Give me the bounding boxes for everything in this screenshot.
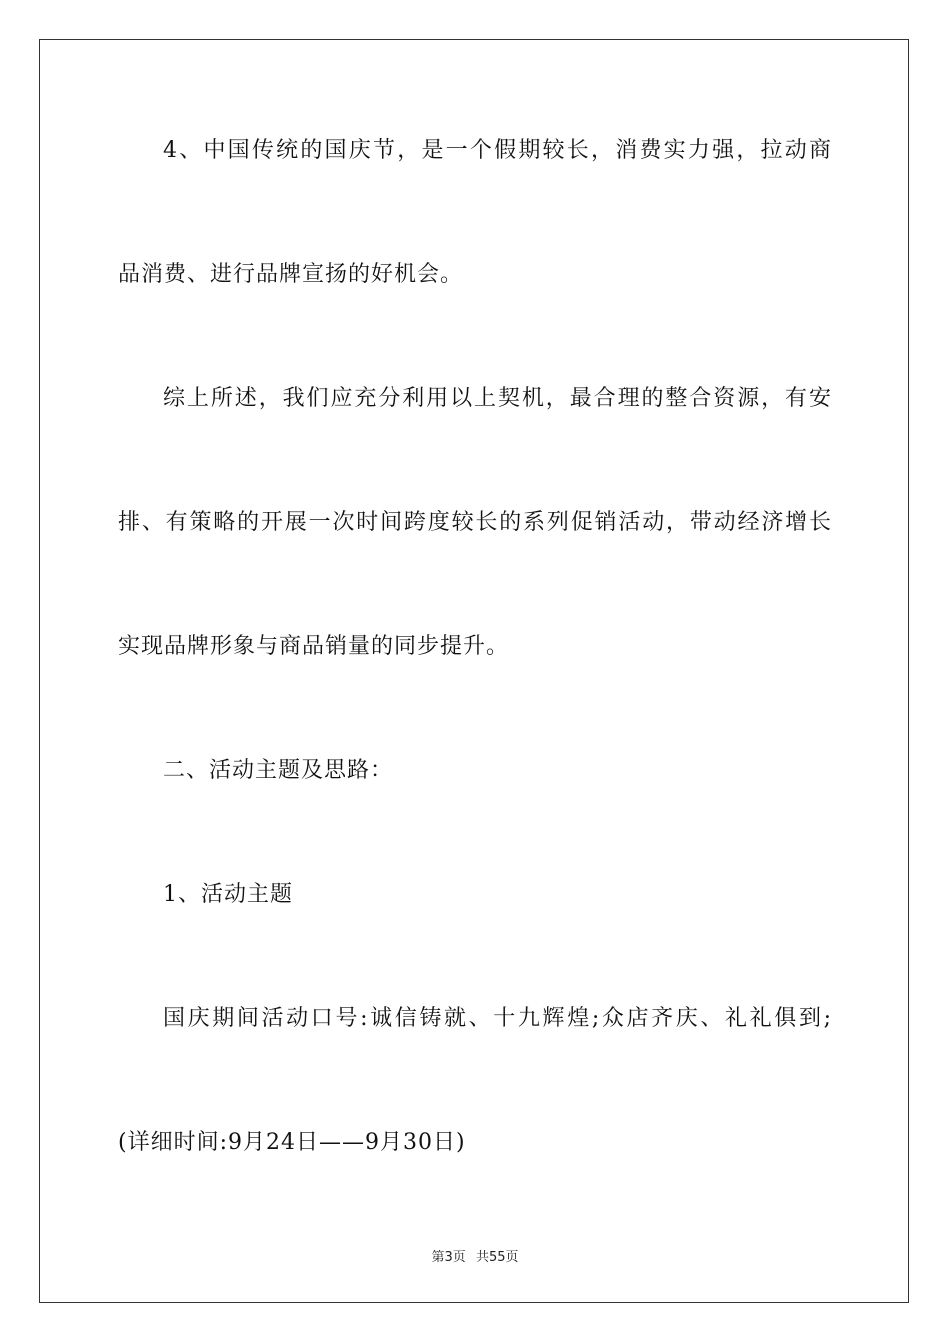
page-footer: [0, 1246, 950, 1265]
date-range-line: (详细时间:9月24日——9月30日): [118, 1130, 466, 1155]
paragraph-line-4: 排、有策略的开展一次时间跨度较长的系列促销活动，带动经济增长: [118, 510, 832, 535]
slogan-line: 国庆期间活动口号:诚信铸就、十九辉煌;众店齐庆、礼礼俱到;: [163, 1006, 832, 1031]
subsection-heading: 1、活动主题: [163, 882, 293, 907]
paragraph-line-2: 品消费、进行品牌宣扬的好机会。: [118, 262, 464, 287]
paragraph-line-3: 综上所述，我们应充分利用以上契机，最合理的整合资源，有安: [163, 386, 832, 411]
section-heading: 二、活动主题及思路：: [163, 758, 394, 783]
page-number: 第3页: [431, 1250, 466, 1265]
paragraph-line-5: 实现品牌形象与商品销量的同步提升。: [118, 634, 510, 659]
page-total: 共55页: [475, 1250, 519, 1265]
page-border: [39, 39, 909, 1303]
paragraph-line-1: 4、中国传统的国庆节，是一个假期较长，消费实力强，拉动商: [163, 138, 832, 163]
